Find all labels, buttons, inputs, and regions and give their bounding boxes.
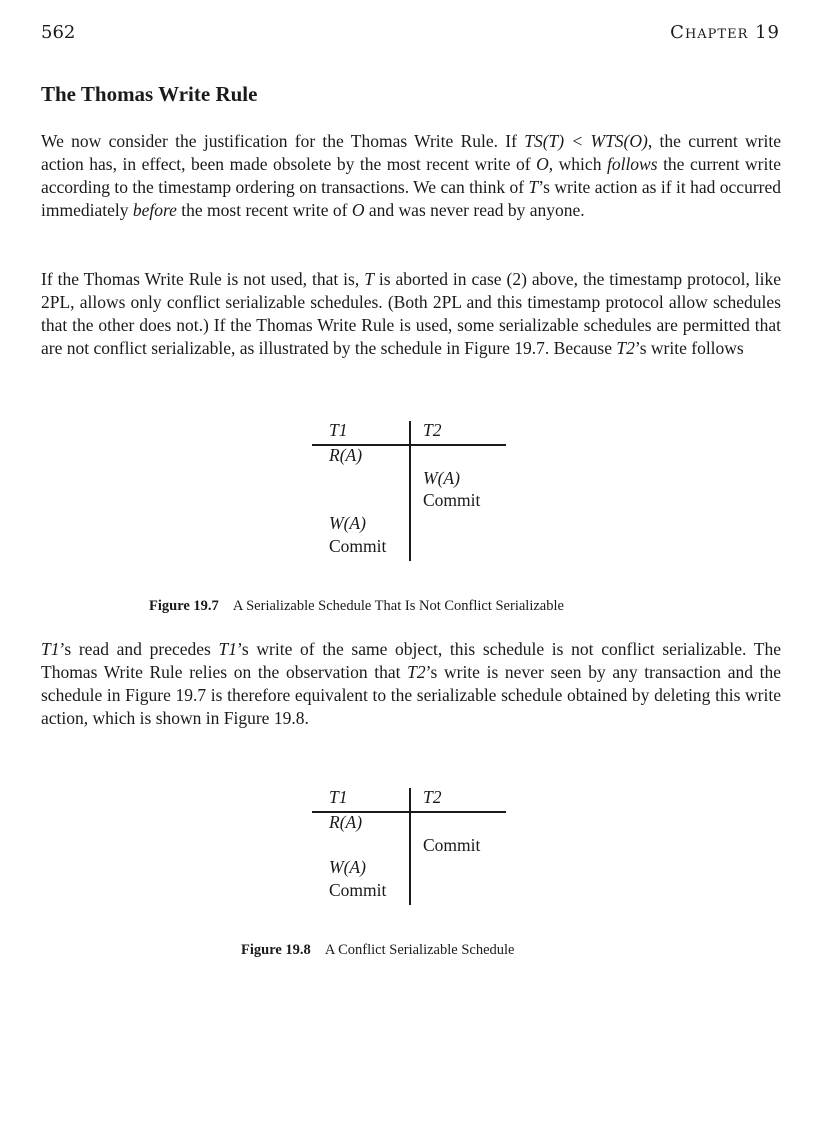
paragraph-justification: [41, 130, 781, 222]
schedule-figure-19-7: [312, 418, 512, 563]
t1-op: W(A): [329, 513, 366, 533]
text: and was never read by anyone.: [364, 200, 585, 220]
t1-op: Commit: [329, 880, 387, 900]
text: ’s write of the same object, this schedule is not conflict serializable. The Thomas Write Rule relies on the observation that: [41, 639, 782, 682]
caption-text: A Conflict Serializable Schedule: [324, 942, 515, 958]
header-t2: T2: [423, 420, 442, 440]
math: T: [528, 177, 539, 197]
emphasis: follows: [606, 154, 658, 174]
text: is aborted in case (2) above, the timestamp protocol, like 2PL, allows only conflict serializable schedules. (Both 2PL and this timestamp protocol allow schedules that the other does not.) If the Thomas Write Rule is used, some serializable schedules are permitted that are not conflict serializable, as illustrated by the schedule in Figure 19.7. Because: [41, 269, 782, 358]
text: , the current write action has, in effect, been made obsolete by the most recent write of: [41, 131, 781, 174]
text: ’s write is never seen by any transaction and the schedule in Figure 19.7 is therefore equivalent to the serializable schedule obtained by deleting this write action, which is shown in Figure 19.8.: [41, 662, 782, 728]
t2-op: W(A): [423, 468, 460, 488]
math: T1: [41, 639, 60, 659]
math: O: [536, 154, 549, 174]
paragraph-not-used: [41, 268, 781, 360]
text: , which: [548, 154, 607, 174]
figure-caption-19-7: [149, 598, 564, 615]
math: O: [351, 200, 365, 220]
figure-label: Figure 19.8: [241, 942, 311, 958]
t1-op: R(A): [329, 445, 363, 465]
math: TS(T) < WTS(O): [524, 131, 648, 151]
emphasis: before: [132, 200, 177, 220]
column-divider: [409, 421, 411, 561]
text: If the Thomas Write Rule is not used, that is,: [41, 269, 365, 289]
text: the most recent write of: [176, 200, 352, 220]
math: T: [364, 269, 374, 289]
chapter-header: Chapter 19: [670, 22, 780, 43]
text: ’s read and precedes: [59, 639, 219, 659]
paragraph-conclusion: [41, 638, 781, 730]
math: T2: [407, 662, 426, 682]
figure-caption-19-8: [241, 942, 514, 959]
math: T1: [218, 639, 238, 659]
math: T2: [616, 338, 635, 358]
figure-label: Figure 19.7: [149, 598, 219, 614]
caption-text: A Serializable Schedule That Is Not Conflict Serializable: [232, 598, 564, 614]
header-t2: T2: [423, 787, 442, 807]
section-title: The Thomas Write Rule: [41, 82, 258, 106]
t1-op: W(A): [329, 857, 366, 877]
header-t1: T1: [329, 787, 348, 807]
text: ’s write action as if it had occurred immediately: [41, 177, 781, 220]
text: ’s write follows: [634, 338, 744, 358]
column-divider: [409, 788, 411, 905]
t1-op: Commit: [329, 536, 387, 556]
page-number: 562: [41, 22, 76, 43]
text: We now consider the justification for the Thomas Write Rule. If: [41, 131, 525, 151]
t1-op: R(A): [329, 812, 363, 832]
header-t1: T1: [329, 420, 348, 440]
schedule-figure-19-8: [312, 785, 512, 907]
t2-op: Commit: [423, 835, 481, 855]
t2-op: Commit: [423, 490, 481, 510]
text: the current write according to the timestamp ordering on transactions. We can think of: [41, 154, 781, 197]
